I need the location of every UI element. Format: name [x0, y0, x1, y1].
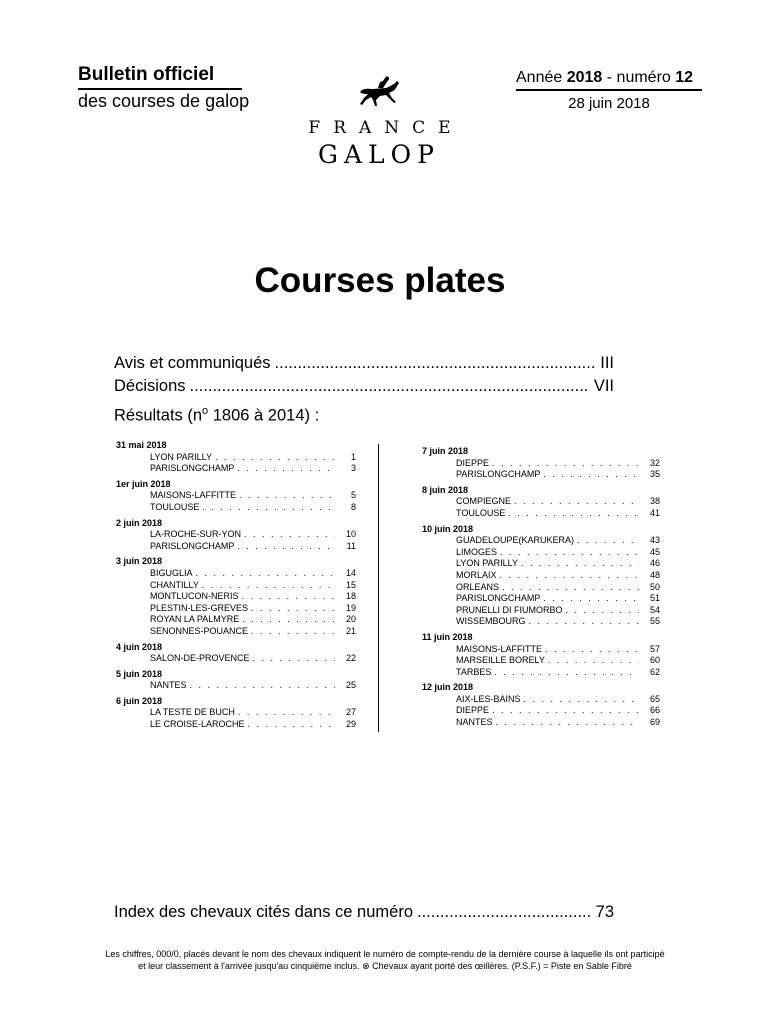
racecourse-name: PARISLONGCHAMP: [150, 540, 235, 551]
dot-leader: [248, 719, 335, 731]
index-entry: [456, 694, 660, 706]
date-group: [422, 446, 660, 481]
page-number: 8: [350, 501, 356, 512]
dot-leader: [543, 593, 639, 605]
page-number: 48: [649, 569, 660, 580]
page-number: 1: [350, 451, 356, 462]
racecourse-name: LA-ROCHE-SUR-YON: [150, 529, 242, 540]
dot-leader: [500, 570, 639, 582]
page-number: 15: [345, 579, 356, 590]
index-entry: [150, 707, 356, 719]
date-group: [422, 485, 660, 520]
dot-leader: [529, 616, 639, 628]
index-entry: [456, 558, 660, 570]
racecourse-name: LE CROISE-LAROCHE: [150, 719, 245, 730]
racecourse-name: BIGUGLIA: [150, 567, 193, 578]
dot-leader: [524, 694, 639, 706]
dot-leader: [190, 680, 335, 692]
page-number: 29: [345, 719, 356, 730]
dot-leader: [275, 352, 597, 374]
racecourse-name: COMPIEGNE: [456, 496, 512, 507]
racecourse-name: PRUNELLI DI FIUMORBO: [456, 604, 563, 615]
racecourse-name: SENONNES-POUANCE: [150, 625, 249, 636]
year-value: 2018: [566, 69, 603, 86]
index-entry: [150, 502, 356, 514]
racecourse-name: DIEPPE: [456, 457, 490, 468]
page-number: 65: [649, 693, 660, 704]
date-group: [116, 696, 356, 731]
dot-leader: [508, 508, 639, 520]
page-number: 38: [649, 496, 660, 507]
index-entry: [456, 547, 660, 559]
dot-leader: [244, 529, 335, 541]
page-number: 10: [345, 529, 356, 540]
index-column-left: [116, 440, 356, 735]
racecourse-name: LA TESTE DE BUCH: [150, 707, 235, 718]
page-number: 3: [350, 463, 356, 474]
index-entry: [456, 644, 660, 656]
date-heading: 7 juin 2018: [422, 446, 469, 456]
date-heading: 4 juin 2018: [116, 641, 163, 652]
dot-leader: [502, 582, 639, 594]
dot-leader: [239, 490, 335, 502]
racecourse-name: MAISONS-LAFFITTE: [456, 643, 543, 654]
index-entry: [150, 529, 356, 541]
summary-page: VII: [593, 377, 614, 395]
dot-leader: [545, 644, 639, 656]
dot-leader: [492, 458, 639, 470]
page-number: 66: [649, 705, 660, 716]
racecourse-name: SALON-DE-PROVENCE: [150, 653, 250, 664]
page-number: 14: [345, 567, 356, 578]
racecourse-name: PARISLONGCHAMP: [456, 593, 541, 604]
summary-label: Avis et communiqués: [114, 354, 271, 372]
date-group: [422, 682, 660, 728]
date-group: [116, 556, 356, 637]
racecourse-name: GUADELOUPE(KARUKERA): [456, 535, 575, 546]
racecourse-name: ORLEANS: [456, 581, 500, 592]
page-number: 57: [649, 643, 660, 654]
index-entry: [150, 603, 356, 615]
racecourse-name: LYON PARILLY: [456, 558, 519, 569]
date-heading: 12 juin 2018: [422, 682, 474, 693]
racecourse-name: PARISLONGCHAMP: [456, 469, 541, 480]
dot-leader: [566, 605, 639, 617]
index-entry: [150, 463, 356, 475]
date-heading: 8 juin 2018: [422, 484, 469, 495]
page-number: 55: [649, 616, 660, 627]
footnote: [20, 948, 750, 972]
dot-leader: [496, 717, 639, 729]
index-entry: [150, 591, 356, 603]
dot-leader: [238, 707, 335, 719]
dot-leader: [514, 496, 639, 508]
index-entry: [456, 717, 660, 729]
index-entry: [456, 667, 660, 679]
index-entry: [456, 655, 660, 667]
racecourse-name: TOULOUSE: [150, 501, 200, 512]
dot-leader: [237, 463, 335, 475]
horses-index-label: Index des chevaux cités dans ce numéro: [114, 903, 414, 921]
index-entry: [150, 490, 356, 502]
index-entry: [150, 626, 356, 638]
year-label: Année: [516, 69, 563, 86]
dot-leader: [237, 541, 335, 553]
dot-leader: [500, 547, 639, 559]
issue-date: 28 juin 2018: [568, 95, 650, 112]
date-heading: 2 juin 2018: [116, 517, 163, 528]
date-heading: 5 juin 2018: [116, 668, 163, 679]
summary-line-avis: [114, 352, 614, 374]
footnote-line: Les chiffres, 000/0, placés devant le nom des chevaux indiquent le numéro de compte-rendu de la dernière course à laquelle ils ont participé: [105, 949, 665, 959]
header-rule-right: [516, 89, 702, 91]
summary-line-resultats: [114, 400, 319, 427]
index-entry: [150, 614, 356, 626]
date-group: [422, 524, 660, 628]
racecourse-name: MARSEILLE BORELY: [456, 655, 545, 666]
page-number: 51: [649, 593, 660, 604]
racecourse-name: MAISONS-LAFFITTE: [150, 490, 237, 501]
index-entry: [150, 568, 356, 580]
index-entry: [456, 508, 660, 520]
index-entry: [456, 705, 660, 717]
page-number: 69: [649, 717, 660, 728]
page-number: 22: [345, 653, 356, 664]
index-entry: [150, 680, 356, 692]
racecourse-name: NANTES: [456, 717, 493, 728]
racecourse-name: DIEPPE: [456, 705, 490, 716]
date-group: [422, 632, 660, 678]
dot-leader: [521, 558, 639, 570]
date-heading: 31 mai 2018: [116, 440, 167, 450]
page-number: 32: [649, 457, 660, 468]
page-number: 5: [350, 490, 356, 501]
number-label: - numéro: [606, 69, 671, 86]
page-number: 41: [649, 507, 660, 518]
index-entry: [150, 452, 356, 464]
page-number: 46: [649, 558, 660, 569]
horses-index-line: [114, 901, 614, 923]
bulletin-subtitle: des courses de galop: [78, 91, 250, 111]
summary-page: III: [600, 354, 614, 372]
date-group: [116, 440, 356, 475]
index-entry: [150, 580, 356, 592]
footnote-line: et leur classement à l'arrivée jusqu'au cinquième inclus. ⊗ Chevaux ayant porté des œillères. (P.S.F.) = Piste en Sable Fibré: [138, 961, 632, 971]
date-heading: 10 juin 2018: [422, 523, 474, 534]
date-heading: 11 juin 2018: [422, 631, 473, 642]
page-number: 50: [649, 581, 660, 592]
racecourse-name: WISSEMBOURG: [456, 616, 526, 627]
racecourse-name: TARBES: [456, 666, 492, 677]
racecourse-name: MONTLUCON-NERIS: [150, 591, 239, 602]
dot-leader: [548, 655, 639, 667]
index-entry: [456, 496, 660, 508]
page-title: Courses plates: [254, 261, 506, 300]
dot-leader: [196, 568, 335, 580]
dot-leader: [251, 603, 335, 615]
page-number: 27: [345, 707, 356, 718]
number-value: 12: [675, 69, 694, 86]
date-heading: 6 juin 2018: [116, 695, 163, 706]
date-group: [116, 642, 356, 665]
issue-line: [516, 68, 693, 88]
page-number: 19: [345, 602, 356, 613]
jockey-horse-icon: [356, 76, 406, 110]
horses-index-page: 73: [595, 903, 614, 921]
dot-leader: [251, 626, 335, 638]
date-group: [116, 518, 356, 553]
dot-leader: [417, 901, 592, 923]
dot-leader: [190, 375, 590, 397]
dot-leader: [242, 614, 335, 626]
date-heading: 1er juin 2018: [116, 478, 171, 489]
resultats-suffix: 1806 à 2014) :: [208, 406, 320, 425]
page-number: 54: [649, 604, 660, 615]
page-number: 11: [346, 540, 356, 551]
summary-label: Décisions: [114, 377, 186, 395]
logo-france-text: FRANCE: [308, 118, 464, 138]
racecourse-name: LIMOGES: [456, 546, 498, 557]
logo-galop-text: GALOP: [318, 140, 440, 169]
date-group: [116, 669, 356, 692]
date-heading: 3 juin 2018: [116, 556, 163, 567]
racecourse-name: TOULOUSE: [456, 507, 506, 518]
racecourse-name: LYON PARILLY: [150, 451, 213, 462]
dot-leader: [492, 705, 639, 717]
index-entry: [456, 616, 660, 628]
racecourse-name: PARISLONGCHAMP: [150, 463, 235, 474]
page-number: 62: [649, 666, 660, 677]
page-number: 45: [649, 546, 660, 557]
page-number: 25: [345, 680, 356, 691]
racecourse-name: PLESTIN-LES-GREVES: [150, 602, 249, 613]
dot-leader: [543, 469, 639, 481]
summary-line-decisions: [114, 375, 614, 397]
index-entry: [456, 458, 660, 470]
dot-leader: [215, 452, 335, 464]
racecourse-name: ROYAN LA PALMYRE: [150, 614, 240, 625]
dot-leader: [202, 502, 335, 514]
index-entry: [456, 593, 660, 605]
index-entry: [456, 570, 660, 582]
racecourse-name: MORLAIX: [456, 569, 497, 580]
index-entry: [456, 582, 660, 594]
resultats-prefix: Résultats (n: [114, 406, 203, 425]
index-entry: [150, 653, 356, 665]
dot-leader: [242, 591, 335, 603]
column-divider: [378, 444, 379, 732]
dot-leader: [253, 653, 335, 665]
page-number: 60: [649, 655, 660, 666]
resultats-sup: o: [202, 405, 209, 417]
page-number: 43: [649, 535, 660, 546]
page-number: 21: [345, 625, 356, 636]
page-number: 20: [345, 614, 356, 625]
dot-leader: [202, 580, 335, 592]
date-group: [116, 479, 356, 514]
index-entry: [456, 605, 660, 617]
racecourse-name: CHANTILLY: [150, 579, 199, 590]
page-number: 35: [649, 469, 660, 480]
page-number: 18: [345, 591, 356, 602]
racecourse-name: NANTES: [150, 680, 187, 691]
index-column-right: [422, 446, 660, 733]
bulletin-title: Bulletin officiel: [78, 64, 215, 85]
index-entry: [456, 469, 660, 481]
dot-leader: [494, 667, 639, 679]
index-entry: [456, 535, 660, 547]
dot-leader: [577, 535, 639, 547]
index-entry: [150, 719, 356, 731]
racecourse-name: AIX-LES-BAINS: [456, 693, 521, 704]
index-entry: [150, 541, 356, 553]
